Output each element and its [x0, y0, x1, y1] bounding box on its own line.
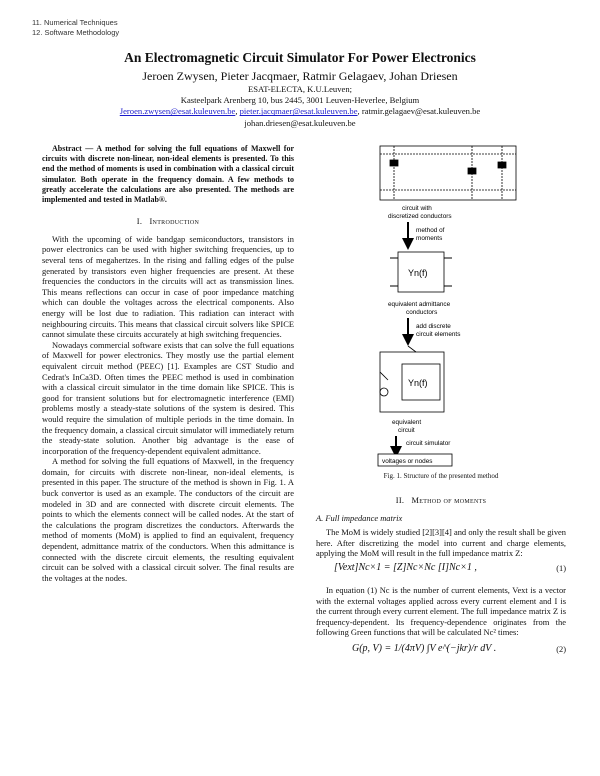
- affiliation-address: Kasteelpark Arenberg 10, bus 2445, 3001 Leuven-Heverlee, Belgium: [180, 95, 420, 106]
- right-column: [316, 490, 566, 664]
- intro-paragraph-3: A method for solving the full equations of Maxwell, in the frequency domain, for circuits with discrete non-linear, non-ideal elements, is presented in this paper. The structure of the method is shown in Fig. 1. A buck convertor is used as an example. The conductors of the circuit are modeled in 3D and are connected with discrete circuit elements. The points to which the elements connect will be called nodes. At the start of the calculations the program discretizes the conductors. Afterwards the method of moments (MoM) is applied to find an equivalent, frequency dependent, admittance matrix of the conductors. When this admittance is connected with the discrete circuit elements, the resulting equivalent circuit can be solved with a classical circuit solver. The final results are the voltages at the nodes.: [42, 456, 294, 583]
- subsection-heading: A. Full impedance matrix: [316, 512, 403, 523]
- email-line: [0, 106, 600, 117]
- author-list: Jeroen Zwysen, Pieter Jacqmaer, Ratmir Gelagaev, Johan Driesen: [142, 69, 458, 83]
- email-link-jacqmaer[interactable]: pieter.jacqmaer@esat.kuleuven.be: [239, 106, 358, 117]
- discretized-circuit-drawing: [380, 146, 516, 200]
- figure-result: voltages or nodes: [382, 458, 433, 465]
- mom-paragraph-1: The MoM is widely studied [2][3][4] and only the result shall be given here. After discretizing the model into current and charge elements, applying the MoM will result in the full impedance matrix Z:: [316, 527, 566, 559]
- intro-paragraph-1: With the upcoming of wide bandgap semiconductors, transistors in power electronics can be used with higher switching frequencies, up to several tens of megahertzes. In the rising and falling edges of the pulse generated by transistors even higher frequencies are present. At these frequencies the conductors in the circuits will act as transmission lines. This means reflections can occur in case of poor impedance matching which can double the voltages across the electrical components. Also energy will be lost due to radiation. This radiation can interact with neighbouring circuits. This means that classical circuit solvers like SPICE cannot simulate these circuits accurately at high switching frequencies.: [42, 233, 294, 340]
- section-title: Introduction: [149, 217, 200, 227]
- equation-2-number: (2): [556, 644, 566, 654]
- equation-2: [316, 638, 566, 664]
- running-header: [32, 18, 119, 38]
- equation-2-body: G(p, V) = 1/(4πV) ∫V e^(−jkr)/r dV .: [352, 642, 497, 654]
- section-number: II.: [395, 496, 405, 505]
- block-label-2: Yn(f): [408, 378, 428, 388]
- email-separator: ,: [357, 106, 362, 117]
- figure-caption: Fig. 1. Structure of the presented method: [383, 472, 499, 480]
- header-topic-2: 12. Software Methodology: [32, 28, 120, 37]
- method-structure-figure: [362, 140, 532, 468]
- abstract: Abstract — A method for solving the full equations of Maxwell for circuits with discrete non-linear, non-ideal elements is presented. To this end the method of moments is used in combination with a classical circuit simulator. Both operate in the frequency domain. A few methods to greatly accelerate the calculations are also presented. The methods are implemented and tested in Matlab®.: [42, 144, 294, 205]
- figure-label-circuit-2: discretized conductors: [388, 213, 452, 220]
- email-gelagaev: ratmir.gelagaev@esat.kuleuven.be: [361, 106, 481, 117]
- figure-label-admittance-2: conductors: [406, 309, 438, 316]
- block-label: Yn(f): [408, 268, 428, 278]
- figure-label-admittance: equivalent admittance: [388, 301, 451, 308]
- affiliation-block: [0, 84, 600, 129]
- section-title: Method of moments: [411, 496, 487, 505]
- section-number: I.: [136, 217, 143, 227]
- affiliation-org: ESAT-ELECTA, K.U.Leuven;: [247, 84, 352, 94]
- paper-title: An Electromagnetic Circuit Simulator For Power Electronics: [124, 50, 476, 65]
- email-driesen: johan.driesen@esat.kuleuven.be: [244, 117, 356, 128]
- left-column: [42, 144, 294, 583]
- equation-1-number: (1): [556, 563, 566, 573]
- section-heading-introduction: [42, 217, 294, 228]
- figure-label-circuit: circuit with: [402, 205, 432, 212]
- header-topic-1: 11. Numerical Techniques: [32, 18, 118, 27]
- intro-paragraph-2: Nowadays commercial software exists that can solve the full equations of Maxwell for power electronics. They mostly use the partial element equivalent circuit method (PEEC) [1]. Examples are CST Studio and Cedrat's InCa3D. Often times the PEEC method is used in combination with a classical circuit simulator in the time domain like SPICE. This is good for transient solutions but for electromagnetic interference (EMI) problems mostly a steady-state solutions of the system is desired. This would require the simulation of multiple periods in the time domain. In the frequency domain, a classical circuit simulator will immediately return the steady-state solution. Another big advantage is the ease of incorporation of the frequency-dependent equivalent admittance.: [42, 339, 294, 456]
- figure-step-add-2: circuit elements: [416, 331, 461, 338]
- figure-step-mom-2: moments: [416, 235, 443, 242]
- email-link-zwysen[interactable]: Jeroen.zwysen@esat.kuleuven.be: [119, 106, 236, 117]
- figure-step-add: add discrete: [416, 323, 451, 330]
- figure-label-equivalent: equivalent: [392, 419, 422, 426]
- equation-1: [316, 559, 566, 585]
- mom-paragraph-2: In equation (1) Nc is the number of current elements, Vext is a vector with the external voltages applied across every current element and I is the current through every current element. The full impedance matrix Z is frequency-dependent. Its frequency-dependence originates from the following Green functions that will be calculated Nc² times:: [316, 584, 566, 638]
- figure-step-simulator: circuit simulator: [406, 440, 451, 447]
- section-heading-mom: [316, 496, 566, 507]
- email-separator: ,: [235, 106, 240, 117]
- figure-label-equivalent-2: circuit: [398, 427, 415, 434]
- equation-1-body: [Vext]Nc×1 = [Z]Nc×Nc [I]Nc×1 ,: [334, 561, 477, 573]
- admittance-block: [390, 252, 452, 292]
- figure-step-mom: method of: [416, 227, 445, 234]
